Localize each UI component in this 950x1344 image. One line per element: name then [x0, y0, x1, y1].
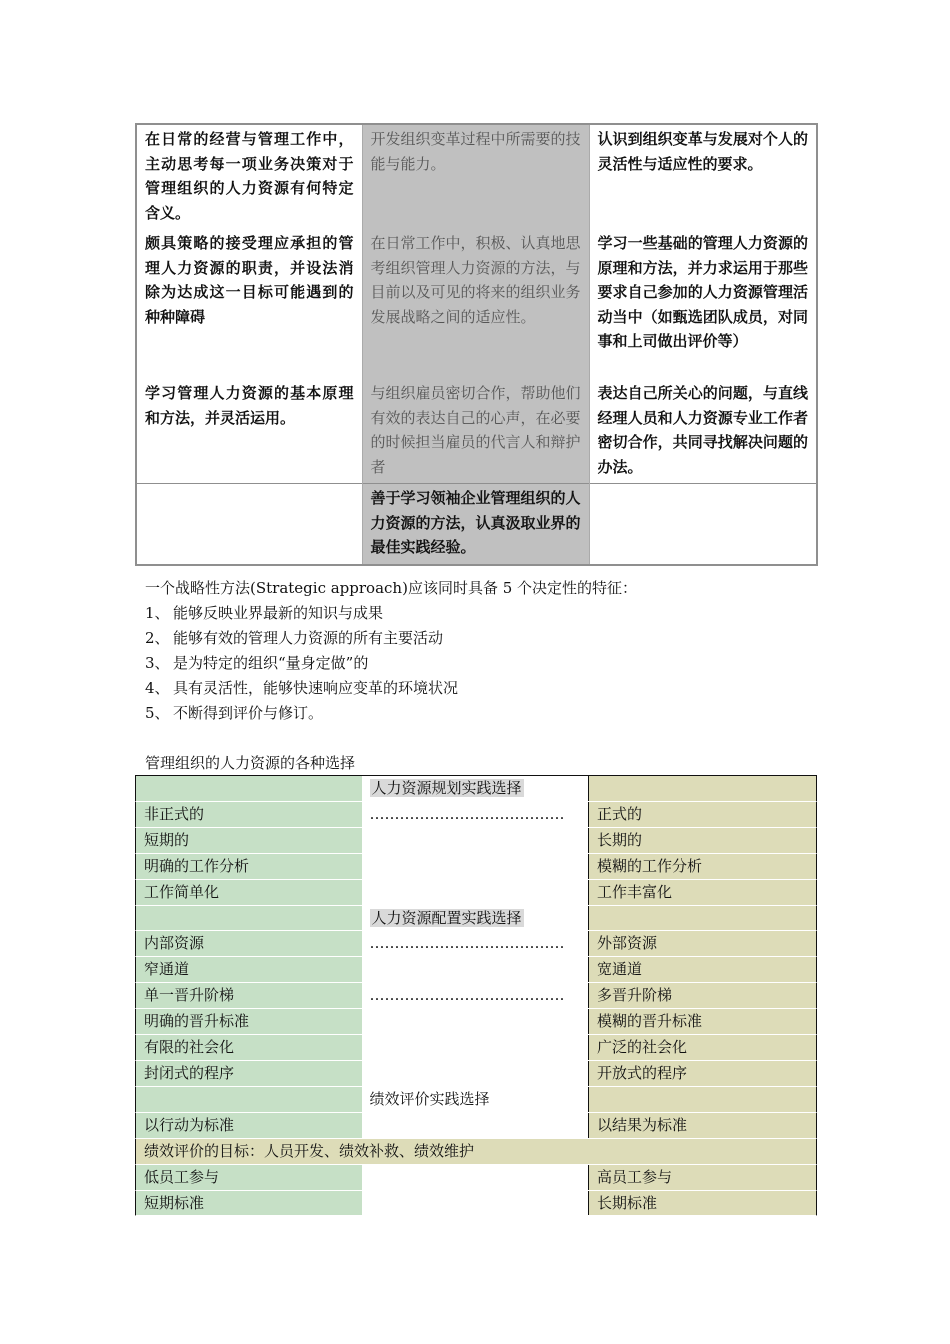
table-row	[136, 1086, 817, 1112]
list-item	[145, 651, 368, 676]
left-option-cell: 低员工参与	[136, 1164, 362, 1190]
list-item	[145, 626, 443, 651]
right-option-cell	[589, 1086, 817, 1112]
middle-cell: …………………………………	[362, 983, 589, 1009]
middle-cell	[362, 1164, 589, 1190]
list-number: 1、	[145, 604, 170, 622]
table-row	[136, 124, 817, 229]
middle-cell	[362, 1060, 589, 1086]
list-text: 具有灵活性，能够快速响应变革的环境状况	[173, 679, 459, 697]
left-option-cell: 非正式的	[136, 801, 362, 827]
left-option-cell: 短期的	[136, 827, 362, 853]
right-option-cell: 长期的	[589, 827, 817, 853]
right-option-cell: 正式的	[589, 801, 817, 827]
table-row	[136, 931, 817, 957]
left-option-cell: 以行动为标准	[136, 1112, 362, 1138]
table-row	[136, 801, 817, 827]
table-row	[136, 853, 817, 879]
middle-cell	[362, 776, 589, 802]
table-cell: 在日常工作中，积极、认真地思考组织管理人力资源的方法，与目前以及可见的将来的组织业务发展战略之间的适应性。	[362, 229, 589, 379]
right-option-cell: 多晋升阶梯	[589, 983, 817, 1009]
left-option-cell: 单一晋升阶梯	[136, 983, 362, 1009]
left-option-cell	[136, 905, 362, 931]
left-option-cell: 短期标准	[136, 1190, 362, 1216]
table-row	[136, 827, 817, 853]
list-item	[145, 601, 383, 626]
middle-cell	[362, 905, 589, 931]
list-item	[145, 701, 323, 726]
list-number: 3、	[145, 654, 170, 672]
right-option-cell: 宽通道	[589, 957, 817, 983]
list-text: 是为特定的组织“量身定做”的	[173, 654, 369, 672]
table-row	[136, 905, 817, 931]
list-text: 不断得到评价与修订。	[173, 704, 324, 722]
table-cell	[589, 484, 817, 565]
table-cell: 学习一些基础的管理人力资源的原理和方法，并力求运用于那些要求自己参加的人力资源管理活动当中（如甄选团队成员，对同事和上司做出评价等）	[597, 234, 808, 350]
table-row	[136, 983, 817, 1009]
left-option-cell	[136, 776, 362, 802]
middle-cell	[362, 827, 589, 853]
left-option-cell: 明确的晋升标准	[136, 1009, 362, 1035]
choices-table	[135, 775, 817, 1216]
middle-cell	[362, 1112, 589, 1138]
section-heading: 人力资源规划实践选择	[371, 779, 522, 797]
right-option-cell: 模糊的工作分析	[589, 853, 817, 879]
right-option-cell: 广泛的社会化	[589, 1035, 817, 1061]
table-row	[136, 1112, 817, 1138]
right-option-cell: 以结果为标准	[589, 1112, 817, 1138]
list-number: 2、	[145, 629, 170, 647]
middle-cell: 绩效评价实践选择	[362, 1086, 589, 1112]
choices-title: 管理组织的人力资源的各种选择	[145, 754, 356, 772]
middle-cell: …………………………………	[362, 931, 589, 957]
table-cell: 与组织雇员密切合作，帮助他们有效的表达自己的心声，在必要的时候担当雇员的代言人和辩护者	[362, 379, 589, 484]
left-option-cell: 工作简单化	[136, 879, 362, 905]
table-row	[136, 1035, 817, 1061]
middle-cell	[362, 879, 589, 905]
right-option-cell	[589, 776, 817, 802]
left-option-cell: 有限的社会化	[136, 1035, 362, 1061]
table-span-cell: 绩效评价的目标：人员开发、绩效补救、绩效维护	[136, 1138, 817, 1164]
table-cell: 开发组织变革过程中所需要的技能与能力。	[362, 124, 589, 229]
table-row	[136, 379, 817, 484]
left-option-cell: 封闭式的程序	[136, 1060, 362, 1086]
list-text: 能够反映业界最新的知识与成果	[173, 604, 384, 622]
table-cell: 在日常的经营与管理工作中，主动思考每一项业务决策对于管理组织的人力资源有何特定含义。	[145, 130, 354, 222]
table-cell: 学习管理人力资源的基本原理和方法，并灵活运用。	[145, 384, 354, 427]
table-cell: 认识到组织变革与发展对个人的灵活性与适应性的要求。	[597, 130, 808, 173]
table-row	[136, 879, 817, 905]
list-item	[145, 676, 458, 701]
right-option-cell: 模糊的晋升标准	[589, 1009, 817, 1035]
section-heading: 人力资源配置实践选择	[371, 908, 522, 927]
middle-cell	[362, 1190, 589, 1216]
table-row	[136, 1138, 817, 1164]
table-cell: 善于学习领袖企业管理组织的人力资源的方法，认真汲取业界的最佳实践经验。	[362, 484, 589, 565]
list-text: 能够有效的管理人力资源的所有主要活动	[173, 629, 444, 647]
table-row	[136, 1060, 817, 1086]
table-row	[136, 957, 817, 983]
middle-cell: …………………………………	[362, 801, 589, 827]
table-row	[136, 229, 817, 379]
middle-cell	[362, 853, 589, 879]
right-option-cell: 高员工参与	[589, 1164, 817, 1190]
table-row	[136, 1164, 817, 1190]
table-row	[136, 484, 817, 565]
right-option-cell: 外部资源	[589, 931, 817, 957]
middle-cell	[362, 1035, 589, 1061]
responsibility-table	[135, 123, 818, 566]
table-row	[136, 776, 817, 802]
table-row	[136, 1190, 817, 1216]
middle-cell	[362, 1009, 589, 1035]
left-option-cell: 内部资源	[136, 931, 362, 957]
strategic-intro: 一个战略性方法(Strategic approach)应该同时具备 5 个决定性的特征：	[145, 579, 638, 597]
table-row	[136, 1009, 817, 1035]
left-option-cell: 窄通道	[136, 957, 362, 983]
middle-cell	[362, 957, 589, 983]
left-option-cell: 明确的工作分析	[136, 853, 362, 879]
left-option-cell	[136, 1086, 362, 1112]
right-option-cell: 长期标准	[589, 1190, 817, 1216]
table-cell: 表达自己所关心的问题，与直线经理人员和人力资源专业工作者密切合作，共同寻找解决问题的办法。	[597, 384, 808, 476]
table-cell	[136, 484, 362, 565]
right-option-cell	[589, 905, 817, 931]
right-option-cell: 开放式的程序	[589, 1060, 817, 1086]
list-number: 4、	[145, 679, 170, 697]
list-number: 5、	[145, 704, 170, 722]
table-cell: 颇具策略的接受理应承担的管理人力资源的职责，并设法消除为达成这一目标可能遇到的种种障碍	[145, 234, 354, 326]
right-option-cell: 工作丰富化	[589, 879, 817, 905]
